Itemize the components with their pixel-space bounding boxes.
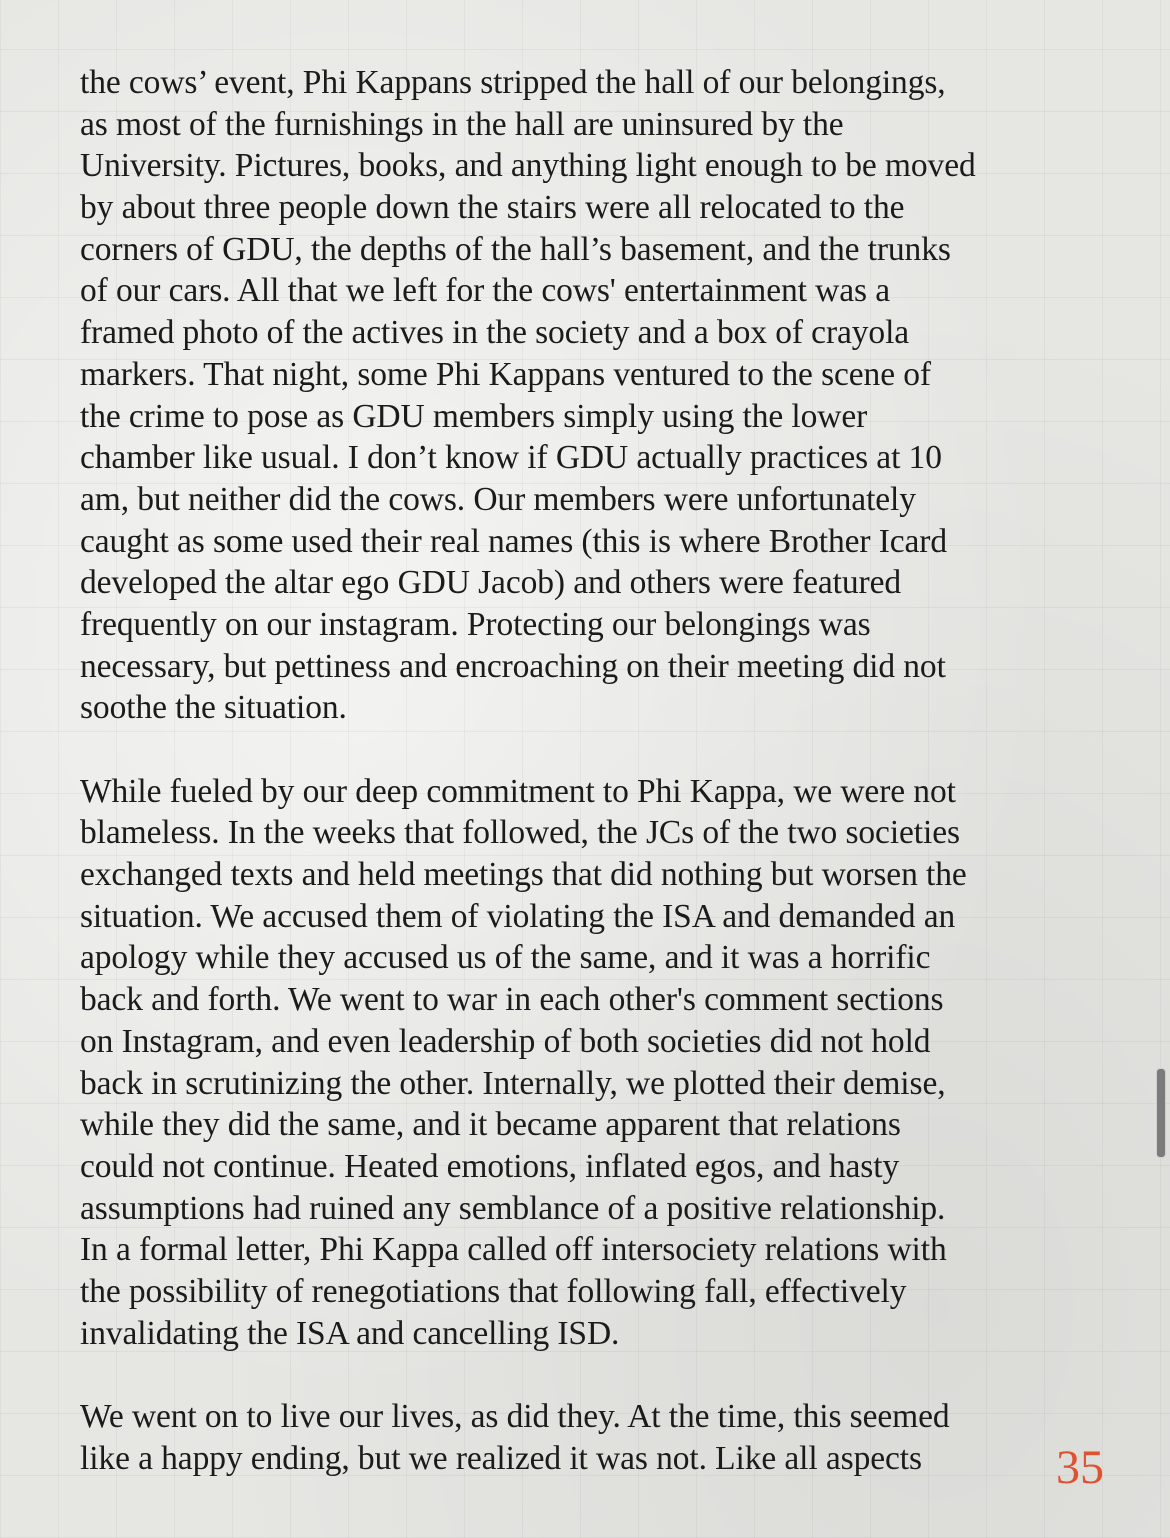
text-line: markers. That night, some Phi Kappans ventured to the scene of bbox=[80, 355, 931, 393]
text-line: while they did the same, and it became apparent that relations bbox=[80, 1106, 901, 1144]
page-number: 35 bbox=[1056, 1441, 1104, 1494]
text-line: as most of the furnishings in the hall are uninsured by the bbox=[80, 105, 844, 143]
text-line: exchanged texts and held meetings that did nothing but worsen the bbox=[80, 856, 967, 894]
text-line: caught as some used their real names (this is where Brother Icard bbox=[80, 522, 947, 560]
text-line: back in scrutinizing the other. Internally, we plotted their demise, bbox=[80, 1064, 946, 1102]
text-line: assumptions had ruined any semblance of a positive relationship. bbox=[80, 1189, 946, 1227]
text-line: University. Pictures, books, and anything light enough to be moved bbox=[80, 147, 976, 185]
paragraph-spacer bbox=[80, 729, 1100, 771]
text-line: on Instagram, and even leadership of both societies did not hold bbox=[80, 1022, 931, 1060]
text-line: apology while they accused us of the same, and it was a horrific bbox=[80, 939, 931, 977]
text-line: framed photo of the actives in the society and a box of crayola bbox=[80, 314, 910, 352]
text-line: could not continue. Heated emotions, inflated egos, and hasty bbox=[80, 1147, 900, 1185]
document-page bbox=[80, 62, 1100, 1479]
text-line: chamber like usual. I don’t know if GDU actually practices at 10 bbox=[80, 439, 942, 477]
paragraph-spacer bbox=[80, 1354, 1100, 1396]
text-line: situation. We accused them of violating the ISA and demanded an bbox=[80, 897, 956, 935]
text-line: blameless. In the weeks that followed, the JCs of the two societies bbox=[80, 814, 960, 852]
text-line: We went on to live our lives, as did they. At the time, this seemed bbox=[80, 1398, 950, 1435]
text-line: back and forth. We went to war in each other's comment sections bbox=[80, 981, 944, 1019]
scrollbar-thumb[interactable] bbox=[1156, 1068, 1166, 1158]
text-line: frequently on our instagram. Protecting our belongings was bbox=[80, 605, 871, 643]
text-line: the cows’ event, Phi Kappans stripped the hall of our belongings, bbox=[80, 64, 946, 101]
text-line: necessary, but pettiness and encroaching on their meeting did not bbox=[80, 647, 946, 685]
text-line: like a happy ending, but we realized it was not. Like all aspects bbox=[80, 1439, 922, 1477]
text-line: soothe the situation. bbox=[80, 689, 347, 727]
text-line: invalidating the ISA and cancelling ISD. bbox=[80, 1314, 620, 1352]
paragraph-2 bbox=[80, 771, 1100, 1355]
text-line: While fueled by our deep commitment to Phi Kappa, we were not bbox=[80, 772, 956, 810]
text-line: corners of GDU, the depths of the hall’s basement, and the trunks bbox=[80, 230, 951, 268]
text-line: of our cars. All that we left for the cows' entertainment was a bbox=[80, 272, 890, 310]
text-line: the crime to pose as GDU members simply using the lower bbox=[80, 397, 868, 435]
text-line: am, but neither did the cows. Our members were unfortunately bbox=[80, 480, 916, 518]
paragraph-1 bbox=[80, 62, 1100, 729]
text-line: In a formal letter, Phi Kappa called off intersociety relations with bbox=[80, 1231, 947, 1269]
paragraph-3 bbox=[80, 1396, 1100, 1479]
text-line: developed the altar ego GDU Jacob) and others were featured bbox=[80, 564, 902, 602]
text-line: the possibility of renegotiations that following fall, effectively bbox=[80, 1272, 907, 1310]
text-line: by about three people down the stairs were all relocated to the bbox=[80, 189, 905, 227]
